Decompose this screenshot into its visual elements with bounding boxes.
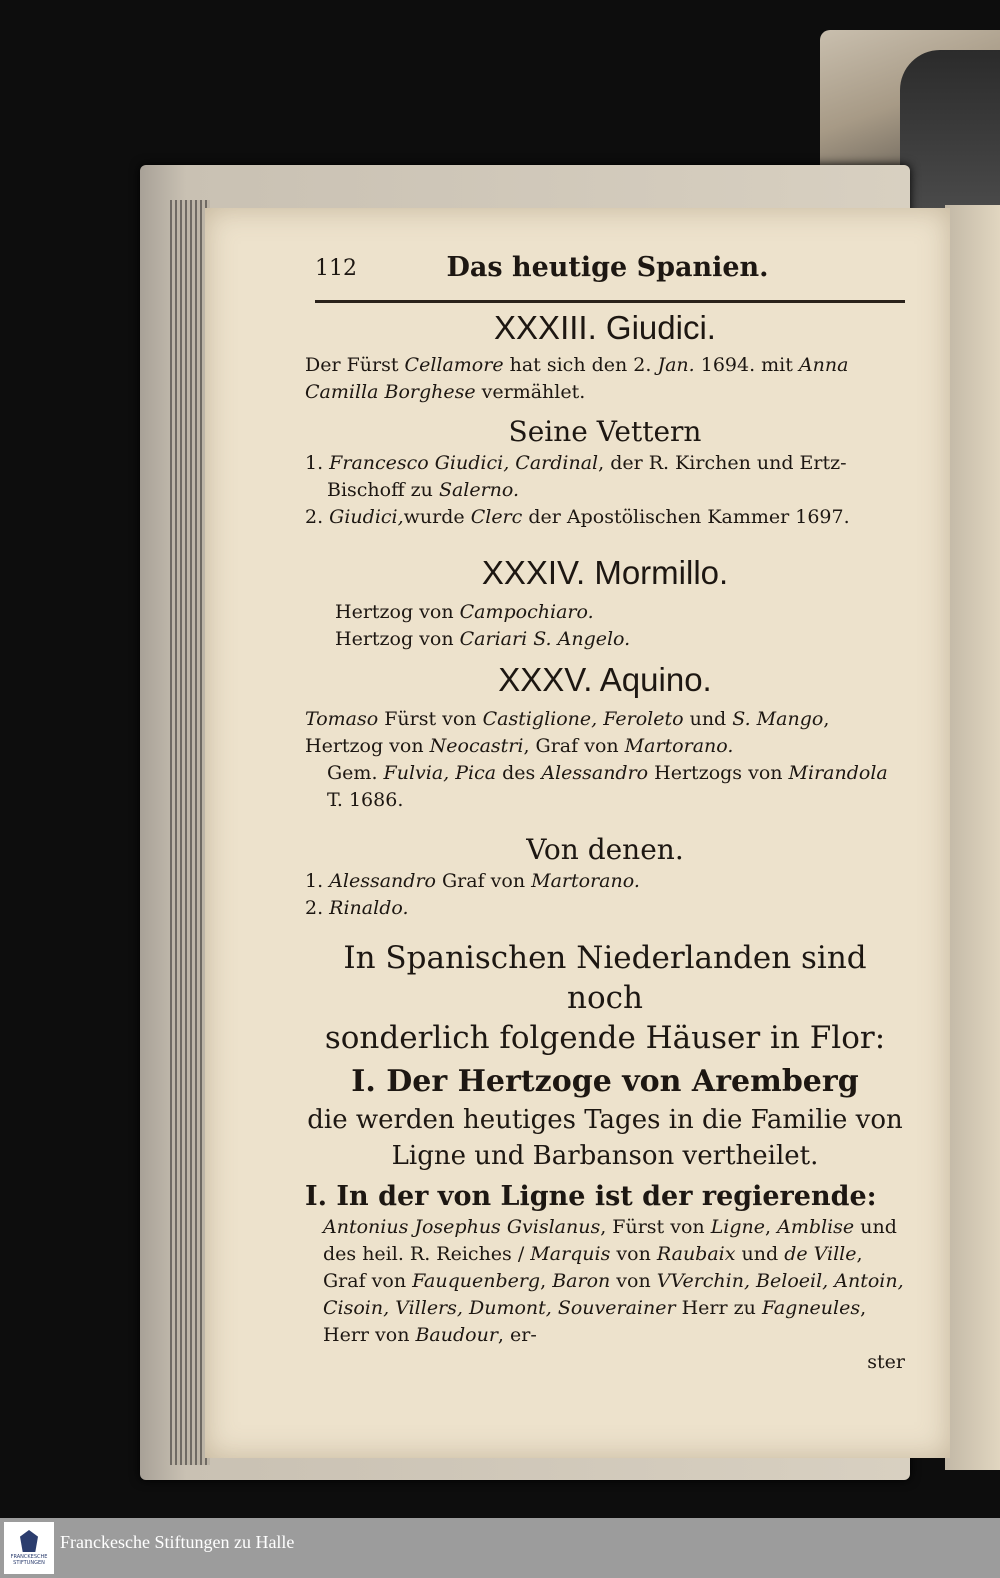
paragraph: Antonius Josephus Gvislanus, Fürst von Ligne, Amblise und des heil. R. Reiches / Marquis von Raubaix und de Ville, Graf von Fauquenberg, Baron von VVerchin, Beloeil, Antoin, Cisoin, Villers, Dumont, Souverainer Herr zu Fagneules, Herr von Baudour, er- bbox=[323, 1216, 904, 1346]
house-subheading: die werden heutiges Tages in die Familie von bbox=[307, 1105, 903, 1135]
paragraph: Hertzog von Campochiaro. bbox=[335, 601, 594, 623]
crest-icon bbox=[20, 1530, 38, 1552]
intro-heading: In Spanischen Niederlanden sind noch bbox=[343, 940, 867, 1016]
section-heading: XXXIV. Mormillo. bbox=[481, 554, 729, 591]
subheading: Von denen. bbox=[526, 833, 684, 866]
list-item: 2. Rinaldo. bbox=[305, 897, 409, 919]
section-aquino bbox=[305, 660, 905, 922]
list-item: 2. Giudici,wurde Clerc der Apostölischen Kammer 1697. bbox=[305, 506, 850, 528]
section-mormillo bbox=[305, 553, 905, 653]
page-edges bbox=[170, 200, 210, 1465]
header-rule bbox=[315, 300, 905, 303]
list-item: 1. Francesco Giudici, Cardinal, der R. Kirchen und Ertz-Bischoff zu Salerno. bbox=[305, 452, 847, 501]
logo-text: FRANCKESCHE STIFTUNGEN bbox=[10, 1554, 48, 1566]
institution-name: Franckesche Stiftungen zu Halle bbox=[60, 1532, 295, 1552]
facing-page-edge bbox=[945, 205, 1000, 1470]
book-page bbox=[205, 208, 950, 1458]
subheading: Seine Vettern bbox=[508, 415, 702, 448]
paragraph: Gem. Fulvia, Pica des Alessandro Hertzogs von Mirandola T. 1686. bbox=[327, 762, 888, 811]
paragraph: Der Fürst Cellamore hat sich den 2. Jan. 1694. mit Anna Camilla Borghese vermählet. bbox=[305, 354, 849, 403]
house-heading: I. Der Hertzoge von Aremberg bbox=[351, 1064, 859, 1099]
institution-logo bbox=[4, 1522, 54, 1574]
list-item: 1. Alessandro Graf von Martorano. bbox=[305, 870, 640, 892]
section-giudici bbox=[305, 308, 905, 531]
page-header bbox=[315, 252, 900, 296]
paragraph: Hertzog von Cariari S. Angelo. bbox=[335, 628, 631, 650]
section-heading: XXXIII. Giudici. bbox=[494, 309, 716, 346]
section-heading: XXXV. Aquino. bbox=[498, 661, 712, 698]
paragraph: Tomaso Fürst von Castiglione, Feroleto und S. Mango, Hertzog von Neocastri, Graf von Martorano. bbox=[305, 708, 830, 757]
footer-bar bbox=[0, 1518, 1000, 1578]
house-subheading: Ligne und Barbanson vertheilet. bbox=[391, 1141, 819, 1171]
intro-heading: sonderlich folgende Häuser in Flor: bbox=[324, 1020, 886, 1056]
catchword: ster bbox=[867, 1351, 905, 1373]
page-number: 112 bbox=[315, 256, 357, 281]
section-netherlands bbox=[305, 938, 905, 1376]
background-book-spine bbox=[900, 50, 1000, 210]
branch-heading: I. In der von Ligne ist der regierende: bbox=[305, 1181, 877, 1212]
running-title: Das heutige Spanien. bbox=[446, 252, 769, 283]
